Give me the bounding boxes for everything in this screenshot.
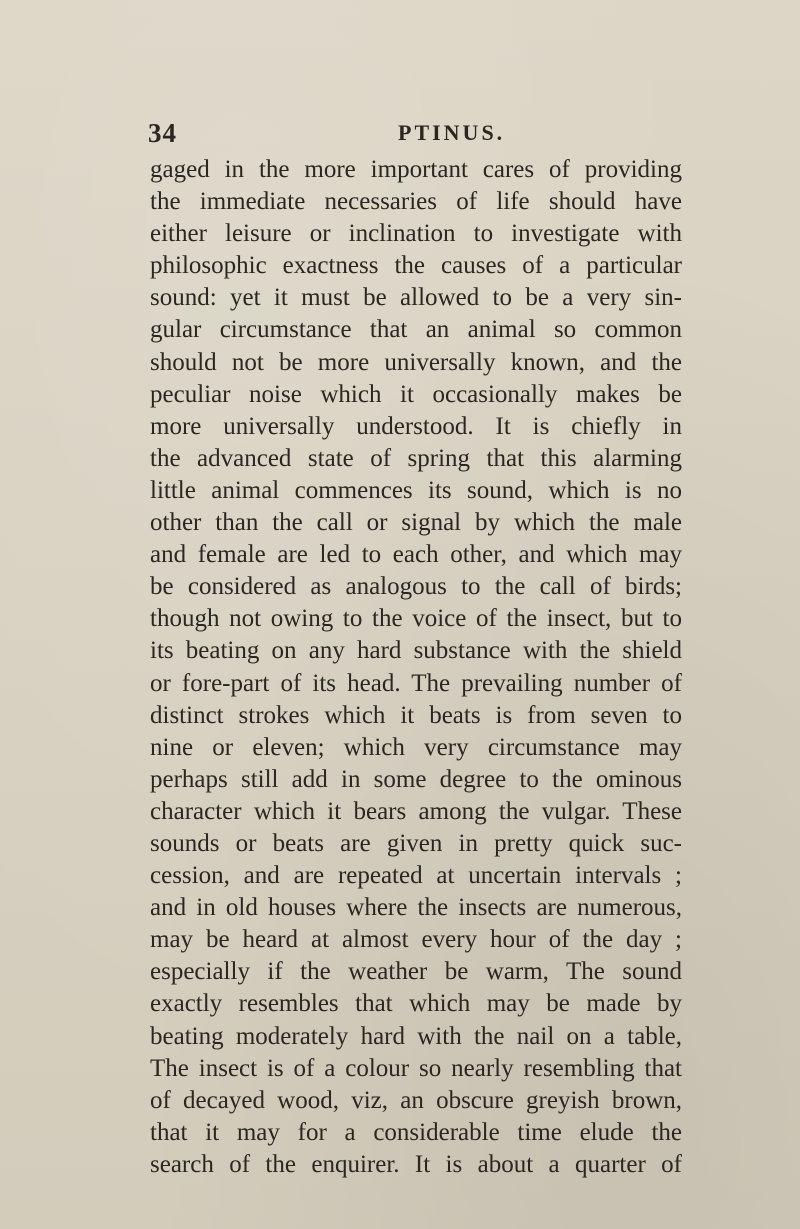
- text-line: more universally understood. It is chiefly in: [150, 412, 682, 440]
- text-line: be considered as analogous to the call of birds;: [150, 573, 682, 601]
- text-line: the immediate necessaries of life should have: [150, 188, 682, 216]
- body-text: [150, 154, 682, 1181]
- text-line: nine or eleven; which very circumstance may: [150, 733, 682, 761]
- text-line: of decayed wood, viz, an obscure greyish brown,: [150, 1086, 682, 1114]
- text-line: character which it bears among the vulgar. These: [150, 797, 682, 825]
- page-number: 34: [148, 118, 177, 148]
- page-header: [148, 118, 668, 152]
- text-line: beating moderately hard with the nail on a table,: [150, 1022, 682, 1050]
- text-line: peculiar noise which it occasionally makes be: [150, 380, 682, 408]
- text-line: The insect is of a colour so nearly resembling that: [150, 1054, 682, 1082]
- text-line: philosophic exactness the causes of a particular: [150, 252, 682, 280]
- text-line: sound: yet it must be allowed to be a very sin-: [150, 284, 682, 312]
- text-line: distinct strokes which it beats is from seven to: [150, 701, 682, 729]
- text-line: little animal commences its sound, which is no: [150, 476, 682, 504]
- text-line: other than the call or signal by which the male: [150, 509, 682, 537]
- text-line: should not be more universally known, and the: [150, 348, 682, 376]
- text-line: search of the enquirer. It is about a quarter of: [150, 1150, 682, 1178]
- text-line: or fore-part of its head. The prevailing number of: [150, 669, 682, 697]
- text-line: cession, and are repeated at uncertain intervals ;: [150, 862, 682, 890]
- text-line: its beating on any hard substance with the shield: [150, 637, 682, 665]
- text-line: sounds or beats are given in pretty quick suc-: [150, 829, 682, 857]
- text-line: and female are led to each other, and which may: [150, 541, 682, 569]
- text-line: either leisure or inclination to investigate with: [150, 220, 682, 248]
- text-line: though not owing to the voice of the insect, but to: [150, 605, 682, 633]
- text-line: especially if the weather be warm, The sound: [150, 958, 682, 986]
- text-line: exactly resembles that which may be made by: [150, 990, 682, 1018]
- text-line: perhaps still add in some degree to the ominous: [150, 765, 682, 793]
- running-head: PTINUS.: [398, 120, 506, 145]
- text-line: gular circumstance that an animal so common: [150, 316, 682, 344]
- text-line: that it may for a considerable time elude the: [150, 1118, 682, 1146]
- text-line: gaged in the more important cares of providing: [150, 156, 682, 183]
- text-line: and in old houses where the insects are numerous,: [150, 894, 682, 922]
- text-line: may be heard at almost every hour of the day ;: [150, 926, 682, 954]
- text-line: the advanced state of spring that this alarming: [150, 444, 682, 472]
